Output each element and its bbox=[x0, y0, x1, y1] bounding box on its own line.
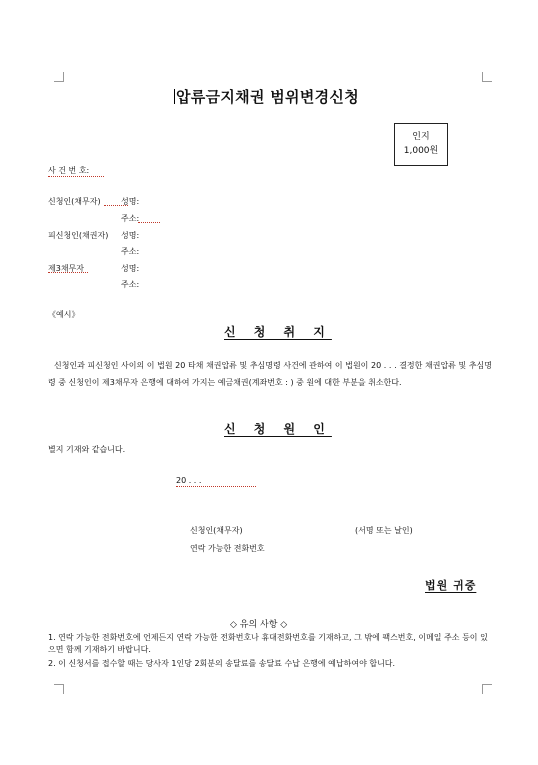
respondent-name-label: 성명: bbox=[121, 231, 140, 240]
text-cursor bbox=[174, 89, 175, 104]
example-label: 《예시》 bbox=[48, 310, 80, 319]
applicant-role: 신청인(채무자) bbox=[48, 197, 101, 206]
document-title bbox=[174, 86, 359, 107]
applicant-name-label: 성명: bbox=[121, 197, 140, 206]
stamp-label: 인지 bbox=[412, 132, 430, 142]
third-party-role: 제3채무자 bbox=[48, 264, 85, 273]
notice-item-1: 1. 연락 가능한 전화번호에 언제든지 연락 가능한 전화번호나 휴대전화번호를 기재하고, 그 밖에 팩스번호, 이메일 주소 등이 있으면 함께 기재하기 바랍니다. bbox=[48, 633, 488, 654]
notice-item-2: 2. 이 신청서를 접수할 때는 당사자 1인당 2회분의 송달료를 송달료 수납 은행에 예납하여야 합니다. bbox=[48, 659, 396, 668]
crop-mark-top-right bbox=[482, 72, 492, 82]
reason-body: 별지 기재와 같습니다. bbox=[48, 445, 126, 454]
third-party-dotline bbox=[48, 272, 88, 273]
phone-label: 연락 가능한 전화번호 bbox=[190, 544, 265, 553]
revenue-stamp-box bbox=[394, 123, 448, 166]
respondent-role: 피신청인(채권자) bbox=[48, 231, 109, 240]
crop-mark-bottom-left bbox=[54, 684, 64, 694]
signature-role: 신청인(채무자) bbox=[190, 526, 243, 535]
purpose-body: 신청인과 피신청인 사이의 이 법원 20 타채 채권압류 및 추심명령 사건에 관하여 이 법원이 20 . . . 결정한 채권압류 및 추심명령 중 신청인이 제3채무자 은행에 대하여 가지는 예금채권(계좌번호 : ) 중 원에 대한 부분을 취소한다. bbox=[48, 361, 492, 387]
document-title-text: 압류금지채권 범위변경신청 bbox=[176, 88, 360, 106]
crop-mark-bottom-right bbox=[482, 684, 492, 694]
crop-mark-top-left bbox=[54, 72, 64, 82]
respondent-address-label: 주소: bbox=[121, 247, 140, 256]
notice-title: ◇ 유의 사항 ◇ bbox=[230, 620, 288, 630]
court-label: 법원 귀중 bbox=[425, 579, 477, 592]
date-line: 20 . . . bbox=[176, 476, 202, 485]
purpose-heading: 신 청 취 지 bbox=[224, 325, 332, 339]
case-number-underline bbox=[48, 176, 104, 177]
stamp-amount: 1,000원 bbox=[403, 146, 439, 156]
case-number-label: 사 건 번 호: bbox=[48, 166, 90, 175]
applicant-address-dotline bbox=[138, 222, 160, 223]
reason-heading: 신 청 원 인 bbox=[224, 422, 332, 436]
signature-hint: (서명 또는 날인) bbox=[355, 526, 413, 535]
third-party-address-label: 주소: bbox=[121, 280, 140, 289]
date-dotline bbox=[176, 486, 256, 487]
third-party-name-label: 성명: bbox=[121, 264, 140, 273]
applicant-address-label: 주소: bbox=[121, 214, 140, 223]
